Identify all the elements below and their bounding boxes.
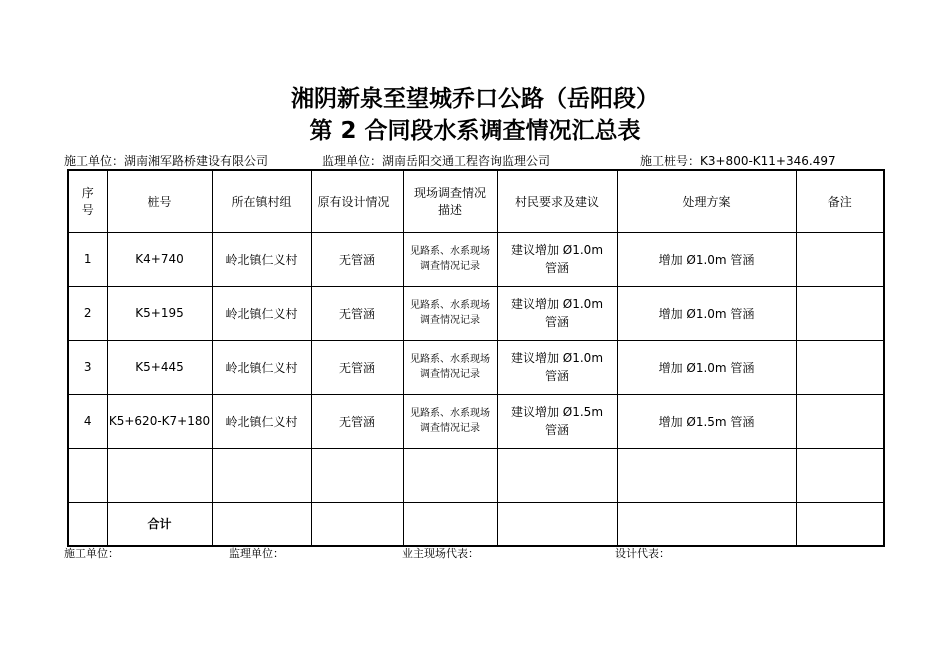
empty-cell	[617, 448, 796, 502]
cell-original-design: 无管涵	[311, 286, 403, 340]
cell-note	[796, 340, 884, 394]
station-range-label: 施工桩号：K3+800-K11+346.497	[640, 154, 836, 168]
cell-seq: 3	[68, 340, 107, 394]
cell-villager-request: 建议增加 Ø1.0m 管涵	[497, 340, 617, 394]
cell-village: 岭北镇仁义村	[212, 394, 311, 448]
footer-construction-sign: 施工单位：	[64, 547, 119, 560]
table-header-row	[68, 170, 884, 232]
empty-cell	[796, 448, 884, 502]
empty-cell	[796, 502, 884, 546]
document-title-line2: 第 2 合同段水系调查情况汇总表	[309, 118, 641, 144]
water-system-survey-table	[67, 169, 885, 547]
empty-cell	[497, 502, 617, 546]
empty-cell	[68, 502, 107, 546]
cell-survey-description: 见路系、水系现场调查情况记录	[403, 286, 497, 340]
cell-survey-description: 见路系、水系现场调查情况记录	[403, 232, 497, 286]
cell-solution: 增加 Ø1.0m 管涵	[617, 286, 796, 340]
table-row	[68, 394, 884, 448]
cell-survey-description: 见路系、水系现场调查情况记录	[403, 394, 497, 448]
cell-original-design: 无管涵	[311, 232, 403, 286]
cell-station: K5+620-K7+180	[107, 394, 212, 448]
empty-cell	[403, 502, 497, 546]
total-label: 合计	[107, 502, 212, 546]
cell-original-design: 无管涵	[311, 340, 403, 394]
cell-station: K5+195	[107, 286, 212, 340]
cell-seq: 1	[68, 232, 107, 286]
empty-cell	[403, 448, 497, 502]
table-row-empty	[68, 448, 884, 502]
cell-village: 岭北镇仁义村	[212, 286, 311, 340]
header-village: 所在镇村组	[212, 170, 311, 232]
empty-cell	[617, 502, 796, 546]
table-row-total	[68, 502, 884, 546]
header-note: 备注	[796, 170, 884, 232]
cell-solution: 增加 Ø1.5m 管涵	[617, 394, 796, 448]
footer-supervision-sign: 监理单位：	[229, 547, 284, 560]
document-title-line1: 湘阴新泉至望城乔口公路（岳阳段）	[291, 86, 659, 112]
empty-cell	[311, 502, 403, 546]
header-station: 桩号	[107, 170, 212, 232]
empty-cell	[107, 448, 212, 502]
footer-owner-rep-sign: 业主现场代表：	[402, 547, 479, 560]
empty-cell	[212, 448, 311, 502]
empty-cell	[68, 448, 107, 502]
table-row	[68, 340, 884, 394]
empty-cell	[497, 448, 617, 502]
supervision-unit-label: 监理单位：湖南岳阳交通工程咨询监理公司	[322, 154, 551, 168]
header-villager-request: 村民要求及建议	[497, 170, 617, 232]
cell-survey-description: 见路系、水系现场调查情况记录	[403, 340, 497, 394]
header-seq: 序号	[68, 170, 107, 232]
cell-seq: 2	[68, 286, 107, 340]
empty-cell	[311, 448, 403, 502]
header-solution: 处理方案	[617, 170, 796, 232]
cell-original-design: 无管涵	[311, 394, 403, 448]
cell-solution: 增加 Ø1.0m 管涵	[617, 232, 796, 286]
header-survey-description: 现场调查情况描述	[403, 170, 497, 232]
empty-cell	[212, 502, 311, 546]
table-row	[68, 232, 884, 286]
cell-villager-request: 建议增加 Ø1.0m 管涵	[497, 232, 617, 286]
cell-solution: 增加 Ø1.0m 管涵	[617, 340, 796, 394]
footer-design-rep-sign: 设计代表：	[615, 547, 670, 560]
cell-station: K5+445	[107, 340, 212, 394]
cell-villager-request: 建议增加 Ø1.0m 管涵	[497, 286, 617, 340]
cell-station: K4+740	[107, 232, 212, 286]
header-original-design: 原有设计情况	[311, 170, 403, 232]
table-row	[68, 286, 884, 340]
construction-unit-label: 施工单位：湖南湘军路桥建设有限公司	[64, 154, 269, 168]
cell-village: 岭北镇仁义村	[212, 340, 311, 394]
cell-note	[796, 232, 884, 286]
cell-note	[796, 394, 884, 448]
cell-villager-request: 建议增加 Ø1.5m 管涵	[497, 394, 617, 448]
cell-note	[796, 286, 884, 340]
cell-village: 岭北镇仁义村	[212, 232, 311, 286]
cell-seq: 4	[68, 394, 107, 448]
